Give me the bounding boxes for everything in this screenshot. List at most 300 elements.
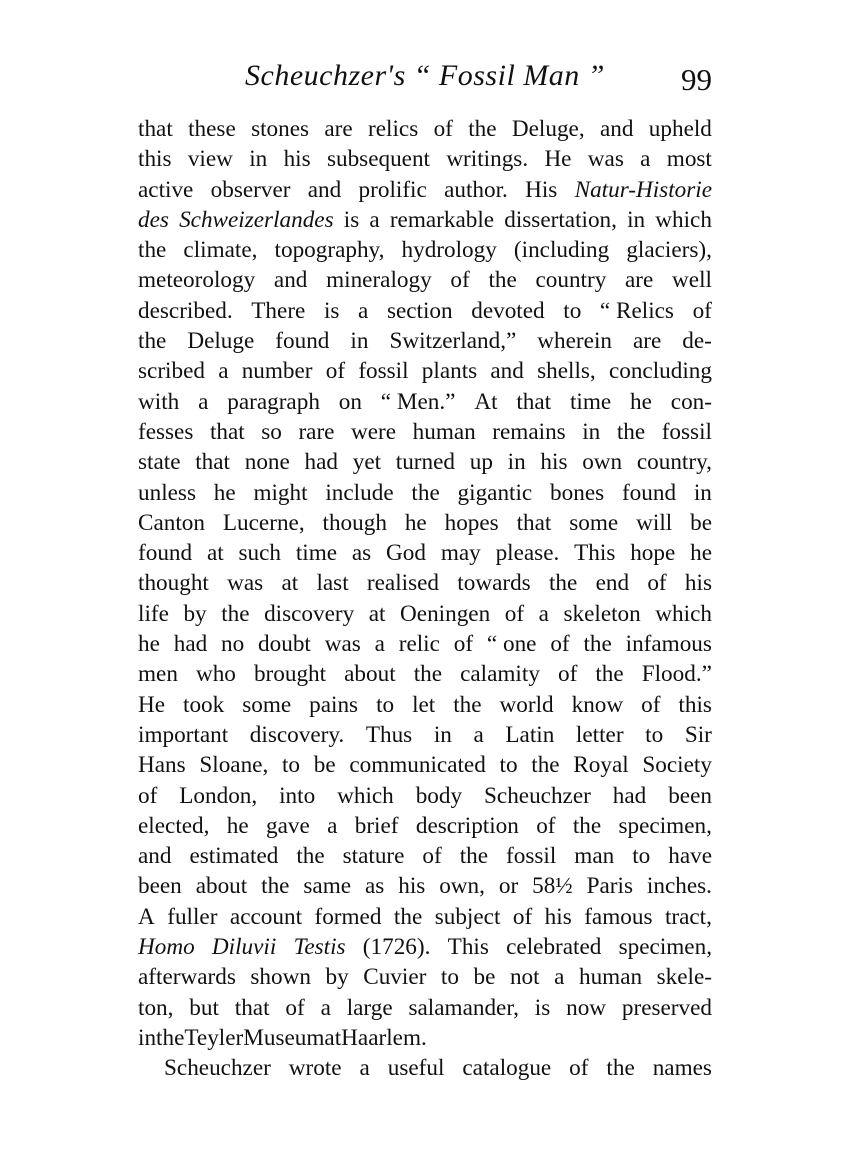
word: meteorology	[138, 267, 256, 294]
word: relic	[398, 631, 440, 658]
word: wherein	[537, 328, 612, 355]
word: not	[509, 964, 540, 991]
word: he	[138, 631, 160, 658]
word: which	[655, 600, 712, 627]
word: no	[221, 631, 245, 658]
word: well	[672, 267, 712, 294]
text-line	[138, 447, 712, 477]
text-line	[138, 629, 712, 659]
word: Cuvier	[363, 964, 427, 991]
word: to	[440, 964, 459, 991]
word: communicated	[349, 752, 486, 779]
word: or	[498, 873, 519, 900]
word: discovery.	[249, 721, 345, 748]
word: God	[386, 540, 426, 567]
word: last	[316, 570, 349, 597]
word: took	[183, 691, 225, 718]
word: this	[138, 146, 172, 173]
word: the	[221, 600, 250, 627]
word: specimen,	[618, 812, 712, 839]
text-line	[138, 720, 712, 750]
word: let	[412, 691, 436, 718]
word: discovery	[264, 600, 355, 627]
text-line	[138, 356, 712, 386]
word: letter	[575, 721, 624, 748]
word: which	[655, 206, 712, 233]
word: “ one	[486, 631, 537, 658]
word: At	[474, 388, 498, 415]
word: into	[279, 782, 316, 809]
word: was	[324, 631, 361, 658]
word: man	[574, 843, 615, 870]
word: the	[138, 237, 167, 264]
body-text	[138, 114, 712, 1084]
word: inches.	[646, 873, 712, 900]
word: at	[368, 600, 386, 627]
word: Society	[642, 752, 712, 779]
word: of	[557, 661, 578, 688]
text-line	[138, 538, 712, 568]
word: some	[569, 509, 619, 536]
word: Diluvii	[211, 934, 277, 961]
word: fuller	[167, 903, 218, 930]
word: that	[516, 388, 552, 415]
word: elected,	[138, 812, 210, 839]
word: Sloane,	[199, 752, 269, 779]
running-title: Scheuchzer's “ Fossil Man ”	[245, 59, 605, 92]
text-line	[138, 871, 712, 901]
word: is	[323, 297, 340, 324]
text-line	[138, 781, 712, 811]
word: as	[351, 540, 372, 567]
word: in	[693, 479, 712, 506]
word: Museum	[243, 1024, 325, 1051]
word: the	[616, 418, 646, 445]
word: of	[550, 631, 570, 658]
word: bones	[550, 479, 605, 506]
word: this	[678, 691, 712, 718]
word: had	[612, 782, 647, 809]
word: he	[404, 509, 427, 536]
word: the	[411, 479, 440, 506]
word: of	[453, 631, 474, 658]
word: was	[587, 146, 624, 173]
word: view	[187, 146, 233, 173]
word: gigantic	[457, 479, 533, 506]
word: Canton	[138, 509, 205, 536]
word: Haarlem.	[341, 1024, 427, 1051]
word: will	[636, 509, 673, 536]
word: a	[198, 388, 209, 415]
word: stature	[342, 843, 405, 870]
word: upheld	[648, 116, 712, 142]
word: that	[234, 994, 270, 1021]
word: that	[209, 418, 245, 445]
word: Paris	[586, 873, 633, 900]
text-line	[138, 932, 712, 962]
word: that	[138, 116, 173, 142]
word: hydrology	[401, 237, 497, 264]
word: Teyler	[184, 1024, 244, 1051]
word: in	[433, 721, 452, 748]
word: in	[249, 146, 268, 173]
word: Sir	[684, 721, 712, 748]
text-line	[138, 659, 712, 689]
word: unless	[138, 479, 196, 506]
word: might	[253, 479, 308, 506]
word: up	[469, 449, 493, 476]
word: calamity	[460, 661, 540, 688]
word: but	[189, 994, 219, 1021]
word: brief	[354, 812, 399, 839]
word: to	[632, 843, 651, 870]
word: brought	[253, 661, 327, 688]
text-line	[138, 1023, 712, 1053]
word: turned	[395, 449, 456, 476]
word: Deluge,	[511, 116, 585, 142]
word: stones	[251, 116, 310, 142]
word: he	[630, 388, 652, 415]
page-number: 99	[681, 62, 712, 97]
word: the	[488, 267, 517, 294]
word: concluding	[608, 358, 712, 385]
word: body	[415, 782, 463, 809]
word: fossil	[661, 418, 712, 445]
word: in	[138, 1024, 157, 1051]
word: be	[690, 509, 712, 536]
word: now	[566, 994, 607, 1021]
word: time	[569, 388, 612, 415]
word: Latin	[505, 721, 555, 748]
word: had	[304, 449, 338, 476]
word: men	[138, 661, 178, 688]
word: a	[369, 206, 380, 233]
word: a	[358, 297, 369, 324]
word: Testis	[293, 934, 346, 961]
word: the	[595, 661, 624, 688]
word: hope	[630, 540, 676, 567]
word: be	[313, 752, 336, 779]
word: he	[213, 479, 236, 506]
text-line	[138, 144, 712, 174]
word: Homo	[138, 934, 195, 961]
word: are	[632, 328, 662, 355]
running-head	[138, 58, 712, 98]
word: a	[359, 1055, 370, 1082]
text-line	[138, 841, 712, 871]
word: important	[138, 721, 229, 748]
word: Schweizerlandes	[179, 206, 334, 233]
word: in	[350, 328, 369, 355]
word: dissertation,	[504, 206, 617, 233]
word: as	[364, 873, 385, 900]
word: a	[554, 964, 565, 991]
text-line	[138, 326, 712, 356]
word: life	[138, 600, 169, 627]
word: shells,	[537, 358, 596, 385]
word: He	[138, 691, 166, 718]
word: know	[571, 691, 624, 718]
word: useful	[387, 1055, 445, 1082]
word: Thus	[365, 721, 413, 748]
word: topography,	[274, 237, 385, 264]
word: found	[138, 540, 193, 567]
word: the	[583, 631, 612, 658]
word: by	[325, 964, 349, 991]
text-line	[138, 599, 712, 629]
word: had	[173, 631, 208, 658]
word: is	[343, 206, 360, 233]
word: pains	[309, 691, 359, 718]
word: to	[281, 752, 301, 779]
word: own	[582, 449, 623, 476]
word: that	[195, 449, 230, 476]
word: described.	[138, 297, 233, 324]
word: human	[412, 418, 476, 445]
text-line	[138, 750, 712, 780]
word: This	[574, 540, 616, 567]
word: account	[229, 903, 303, 930]
word: none	[244, 449, 290, 476]
word: plants	[421, 358, 478, 385]
text-line	[138, 114, 712, 144]
text-line	[138, 175, 712, 205]
word: relics	[368, 116, 419, 142]
word: doubt	[258, 631, 311, 658]
word: to	[499, 752, 518, 779]
word: shown	[250, 964, 311, 991]
word: in	[627, 206, 646, 233]
word: preserved	[621, 994, 712, 1021]
text-line	[138, 811, 712, 841]
text-line	[138, 508, 712, 538]
word: He	[544, 146, 572, 173]
word: at	[281, 570, 299, 597]
word: A	[138, 903, 155, 930]
word: was	[227, 570, 264, 597]
word: salamander,	[408, 994, 519, 1021]
word: of	[512, 903, 533, 930]
word: which	[337, 782, 394, 809]
word: His	[525, 176, 558, 203]
word: (1726).	[362, 934, 431, 961]
word: afterwards	[138, 964, 236, 991]
word: remains	[492, 418, 566, 445]
word: so	[261, 418, 282, 445]
word: same	[303, 873, 352, 900]
word: by	[183, 600, 207, 627]
word: with	[138, 388, 180, 415]
word: in	[582, 418, 601, 445]
word: of	[504, 600, 525, 627]
word: are	[324, 116, 353, 142]
word: the	[531, 752, 560, 779]
word: glaciers),	[626, 237, 712, 264]
word: the	[548, 570, 578, 597]
word: skeleton	[563, 600, 641, 627]
word: yet	[352, 449, 382, 476]
word: a	[538, 600, 549, 627]
word: he	[690, 540, 712, 567]
text-line	[138, 235, 712, 265]
word: Switzerland,”	[389, 328, 517, 355]
word: a	[473, 721, 484, 748]
word: country	[535, 267, 607, 294]
word: country,	[636, 449, 712, 476]
word: been	[138, 873, 182, 900]
word: found	[275, 328, 330, 355]
word: ton,	[138, 994, 174, 1021]
word: of	[641, 691, 661, 718]
text-line	[138, 478, 712, 508]
word: Royal	[573, 752, 629, 779]
word: of	[433, 116, 453, 142]
word: a	[640, 146, 651, 173]
word: active	[138, 176, 194, 203]
word: world	[499, 691, 554, 718]
word: to	[563, 297, 582, 324]
word: description	[415, 812, 519, 839]
word: catalogue	[462, 1055, 552, 1082]
word: realised	[366, 570, 440, 597]
word: own,	[439, 873, 485, 900]
word: his	[283, 146, 311, 173]
word: Scheuchzer	[484, 782, 591, 809]
word: (including	[513, 237, 610, 264]
word: Scheuchzer	[164, 1055, 271, 1082]
word: be	[473, 964, 496, 991]
word: please.	[495, 540, 560, 567]
word: the	[156, 1024, 185, 1051]
word: at	[206, 540, 224, 567]
text-line	[138, 993, 712, 1023]
word: rare	[298, 418, 335, 445]
word: though	[322, 509, 387, 536]
word: a	[327, 812, 338, 839]
word: Lucerne,	[222, 509, 305, 536]
word: “ Men.”	[380, 388, 456, 415]
word: the	[606, 1055, 635, 1082]
word: such	[238, 540, 282, 567]
word: the	[138, 328, 167, 355]
word: some	[242, 691, 292, 718]
word: the	[468, 116, 497, 142]
word: writings.	[446, 146, 529, 173]
word: mineralogy	[326, 267, 432, 294]
text-line	[138, 568, 712, 598]
word: climate,	[183, 237, 258, 264]
word: con-	[670, 388, 712, 415]
word: and	[307, 176, 342, 203]
word: names	[652, 1055, 712, 1082]
text-line	[138, 690, 712, 720]
word: who	[195, 661, 236, 688]
word: the	[459, 843, 489, 870]
word: remarkable	[389, 206, 495, 233]
word: include	[325, 479, 394, 506]
word: Deluge	[187, 328, 255, 355]
word: specimen,	[618, 934, 712, 961]
word: a	[218, 358, 229, 385]
word: and	[273, 267, 308, 294]
word: devoted	[471, 297, 545, 324]
word: subsequent	[326, 146, 430, 173]
word: are	[625, 267, 654, 294]
word: about	[344, 661, 396, 688]
word: Hans	[138, 752, 186, 779]
word: of	[569, 1055, 589, 1082]
word: “ Relics	[599, 297, 674, 324]
word: of	[647, 570, 667, 597]
word: tract,	[664, 903, 712, 930]
word: he	[226, 812, 249, 839]
word: time	[295, 540, 338, 567]
word: section	[386, 297, 453, 324]
text-line	[138, 265, 712, 295]
word: of	[325, 358, 346, 385]
word: his	[684, 570, 712, 597]
word: hopes	[444, 509, 499, 536]
word: Flood.”	[641, 661, 712, 688]
word: of	[692, 297, 712, 324]
word: observer	[210, 176, 291, 203]
word: fesses	[138, 418, 194, 445]
word: celebrated	[506, 934, 602, 961]
word: at	[324, 1024, 342, 1051]
word: wrote	[288, 1055, 342, 1082]
word: towards	[457, 570, 531, 597]
word: the	[413, 661, 443, 688]
text-line	[138, 902, 712, 932]
word: most	[666, 146, 712, 173]
word: a	[374, 631, 385, 658]
word: 58½	[532, 873, 573, 900]
word: have	[668, 843, 712, 870]
word: to	[645, 721, 664, 748]
word: de-	[682, 328, 712, 355]
word: fossil	[358, 358, 409, 385]
word: his	[544, 903, 572, 930]
word: of	[422, 843, 442, 870]
word: des	[138, 206, 169, 233]
text-line	[138, 387, 712, 417]
word: these	[188, 116, 236, 142]
word: that	[516, 509, 552, 536]
word: of	[536, 812, 556, 839]
word: is	[534, 994, 551, 1021]
word: infamous	[625, 631, 712, 658]
word: prolific	[358, 176, 427, 203]
word: were	[351, 418, 397, 445]
word: state	[138, 449, 181, 476]
word: fossil	[506, 843, 557, 870]
word: large	[346, 994, 393, 1021]
text-line	[138, 296, 712, 326]
word: the	[453, 691, 482, 718]
word: of	[285, 994, 305, 1021]
word: London,	[179, 782, 258, 809]
word: a	[320, 994, 331, 1021]
text-line	[138, 417, 712, 447]
word: and	[490, 358, 524, 385]
word: and	[599, 116, 634, 142]
word: thought	[138, 570, 209, 597]
word: end	[595, 570, 630, 597]
word: of	[138, 782, 158, 809]
word: formed	[314, 903, 382, 930]
word: in	[507, 449, 526, 476]
word: about	[195, 873, 248, 900]
